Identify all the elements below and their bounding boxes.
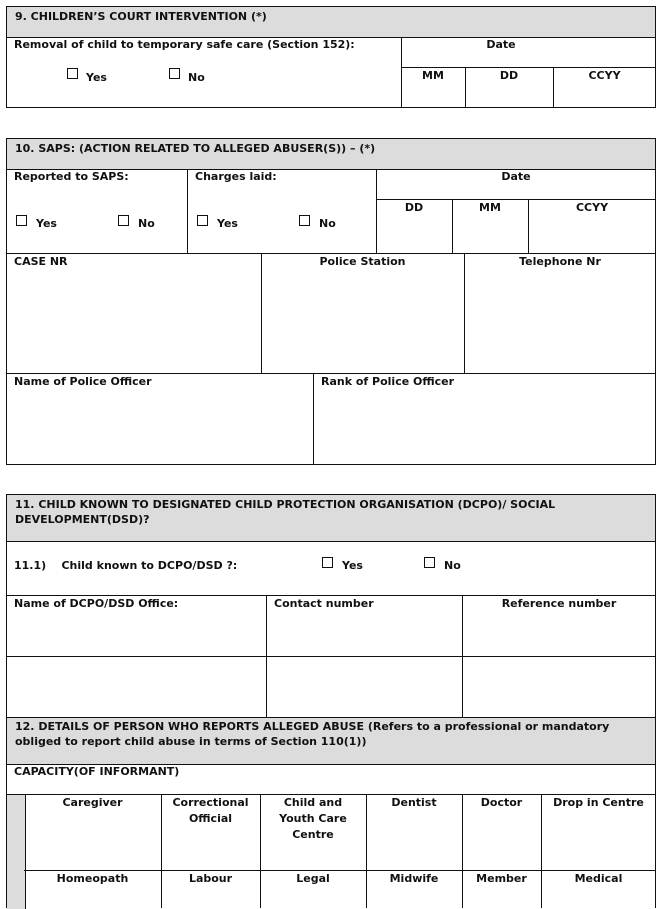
capacity-homeopath[interactable]: Homeopath bbox=[56, 872, 129, 885]
s9-dd-label: DD bbox=[499, 69, 519, 82]
officer-name-label: Name of Police Officer bbox=[14, 375, 152, 388]
case-nr-label: CASE NR bbox=[14, 255, 68, 268]
capacity-correctional-official[interactable]: Correctional Official bbox=[172, 796, 249, 825]
capacity-midwife[interactable]: Midwife bbox=[389, 872, 439, 885]
section-11-header bbox=[6, 494, 656, 542]
s9-date-label: Date bbox=[486, 38, 516, 51]
charges-label: Charges laid: bbox=[195, 170, 277, 183]
reference-number-label: Reference number bbox=[501, 597, 617, 610]
section-12-title-line2: obliged to report child abuse in terms of Section 110(1)) bbox=[15, 735, 367, 748]
capacity-child-youth-care-centre[interactable]: Child and Youth Care Centre bbox=[279, 796, 347, 841]
s10-dd-label: DD bbox=[404, 201, 424, 214]
officer-rank-label: Rank of Police Officer bbox=[321, 375, 455, 388]
dcpo-no-checkbox[interactable] bbox=[424, 557, 435, 568]
s9-mm-label: MM bbox=[422, 69, 444, 82]
reported-yes-checkbox[interactable] bbox=[16, 215, 27, 226]
capacity-doctor[interactable]: Doctor bbox=[480, 796, 523, 809]
charges-yes-checkbox[interactable] bbox=[197, 215, 208, 226]
capacity-medical[interactable]: Medical bbox=[574, 872, 623, 885]
contact-number-label: Contact number bbox=[274, 597, 374, 610]
capacity-label: CAPACITY(OF INFORMANT) bbox=[14, 765, 180, 778]
section-9-header bbox=[6, 6, 656, 38]
dcpo-question-label: 11.1) Child known to DCPO/DSD ?: bbox=[14, 559, 238, 572]
capacity-dentist[interactable]: Dentist bbox=[391, 796, 437, 809]
removal-no-label: No bbox=[188, 71, 205, 84]
s10-date-label: Date bbox=[501, 170, 531, 183]
section-12-header bbox=[6, 717, 656, 765]
dcpo-office-label: Name of DCPO/DSD Office: bbox=[14, 597, 179, 610]
section-12-title-line1: 12. DETAILS OF PERSON WHO REPORTS ALLEGED ABUSE (Refers to a professional or mandatory bbox=[15, 720, 610, 733]
section-11-title-line1: 11. CHILD KNOWN TO DESIGNATED CHILD PROTECTION ORGANISATION (DCPO)/ SOCIAL bbox=[15, 498, 556, 511]
reported-no-label: No bbox=[138, 217, 155, 230]
removal-yes-checkbox[interactable] bbox=[67, 68, 78, 79]
section-9-title: 9. CHILDREN’S COURT INTERVENTION (*) bbox=[15, 10, 267, 23]
s10-ccyy-label: CCYY bbox=[575, 201, 609, 214]
section-10-title: 10. SAPS: (ACTION RELATED TO ALLEGED ABUSER(S)) – (*) bbox=[15, 142, 376, 155]
reported-label: Reported to SAPS: bbox=[14, 170, 129, 183]
police-station-label: Police Station bbox=[319, 255, 406, 268]
charges-no-checkbox[interactable] bbox=[299, 215, 310, 226]
dcpo-no-label: No bbox=[444, 559, 461, 572]
charges-yes-label: Yes bbox=[217, 217, 238, 230]
capacity-legal[interactable]: Legal bbox=[296, 872, 330, 885]
capacity-member[interactable]: Member bbox=[476, 872, 527, 885]
removal-no-checkbox[interactable] bbox=[169, 68, 180, 79]
section-11-title-line2: DEVELOPMENT(DSD)? bbox=[15, 513, 150, 526]
s10-mm-label: MM bbox=[479, 201, 501, 214]
removal-label: Removal of child to temporary safe care (Section 152): bbox=[14, 38, 355, 51]
reported-no-checkbox[interactable] bbox=[118, 215, 129, 226]
capacity-labour[interactable]: Labour bbox=[188, 872, 233, 885]
dcpo-yes-label: Yes bbox=[342, 559, 363, 572]
charges-no-label: No bbox=[319, 217, 336, 230]
grid-left-shade bbox=[7, 795, 26, 909]
capacity-drop-in-centre[interactable]: Drop in Centre bbox=[553, 796, 644, 809]
dcpo-yes-checkbox[interactable] bbox=[322, 557, 333, 568]
s9-ccyy-label: CCYY bbox=[588, 69, 621, 82]
capacity-caregiver[interactable]: Caregiver bbox=[62, 796, 123, 809]
telephone-nr-label: Telephone Nr bbox=[519, 255, 601, 268]
reported-yes-label: Yes bbox=[36, 217, 57, 230]
section-10-header bbox=[6, 138, 656, 170]
removal-yes-label: Yes bbox=[86, 71, 107, 84]
